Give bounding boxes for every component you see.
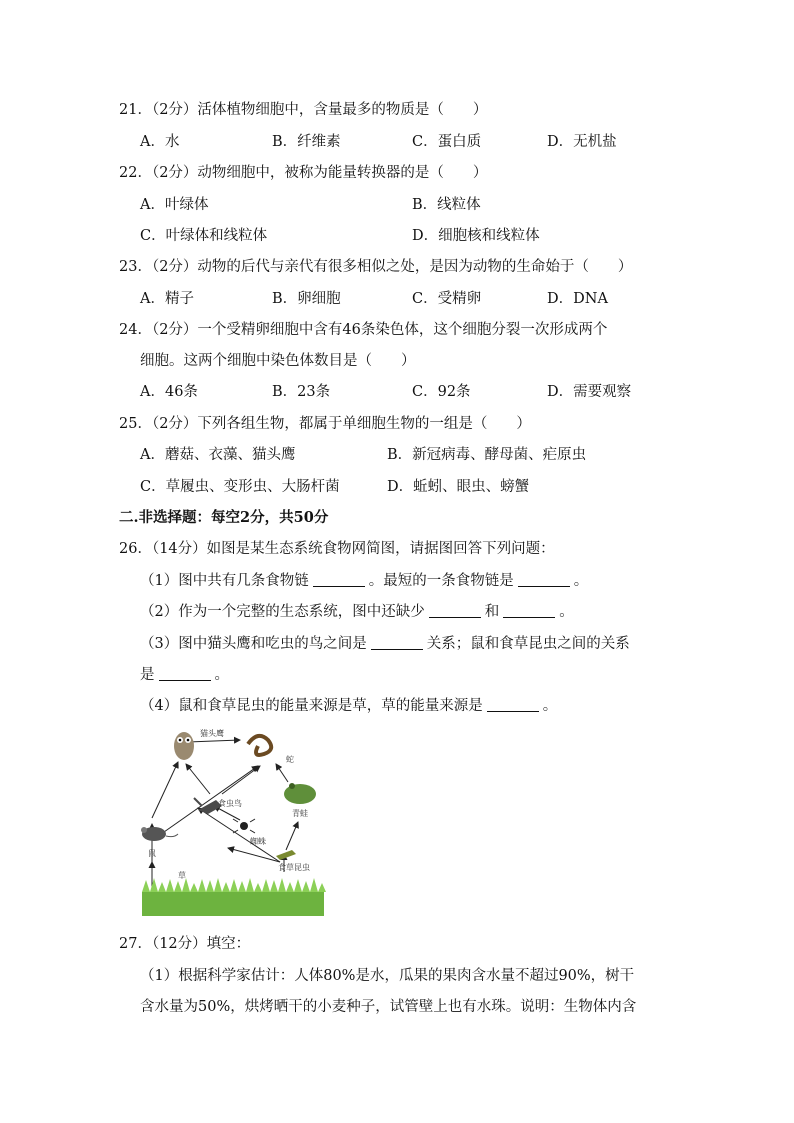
- q25-option-b: B．新冠病毒、酵母菌、疟原虫: [387, 447, 587, 463]
- q26-part2-text-c: 。: [559, 604, 574, 620]
- q26-part4: [140, 696, 557, 716]
- q23-option-b: B．卵细胞: [272, 291, 341, 307]
- q26-part2-text-b: 和: [484, 604, 500, 620]
- label-frog: 青蛙: [292, 809, 308, 818]
- q26-part1-text-b: 。最短的一条食物链是: [368, 573, 514, 589]
- q21-option-c: C．蛋白质: [412, 134, 482, 150]
- q26-part4-text-a: （4）鼠和食草昆虫的能量来源是草，草的能量来源是: [140, 698, 483, 714]
- answer-blank[interactable]: [518, 572, 570, 587]
- q24-option-d: D．需要观察: [547, 384, 632, 400]
- q21-option-a: A．水: [140, 134, 180, 150]
- q23-option-c: C．受精卵: [412, 291, 482, 307]
- q22-option-a: A．叶绿体: [140, 197, 209, 213]
- label-snake: 蛇: [286, 755, 294, 764]
- q24-option-c: C．92条: [412, 384, 471, 400]
- q21-option-d: D．无机盐: [547, 134, 617, 150]
- q26-part1: [140, 571, 588, 591]
- q24-option-a: A．46条: [140, 384, 198, 400]
- mouse-icon: [141, 827, 178, 841]
- question-24-stem-line1: 24．（2分）一个受精卵细胞中含有46条染色体，这个细胞分裂一次形成两个: [119, 322, 608, 338]
- question-26-stem: 26．（14分）如图是某生态系统食物网简图，请据图回答下列问题：: [119, 541, 555, 557]
- q26-part3-text-a: （3）图中猫头鹰和吃虫的鸟之间是: [140, 636, 367, 652]
- food-web-figure: [140, 722, 326, 918]
- q22-option-c: C．叶绿体和线粒体: [140, 228, 268, 244]
- q24-option-b: B．23条: [272, 384, 331, 400]
- q27-line2: 含水量为50%，烘烤晒干的小麦种子，试管壁上也有水珠。说明：生物体内含: [140, 999, 637, 1015]
- q26-part3: [140, 634, 630, 654]
- answer-blank[interactable]: [159, 666, 211, 681]
- q22-option-d: D．细胞核和线粒体: [412, 228, 540, 244]
- question-24-stem-line2: 细胞。这两个细胞中染色体数目是（ ）: [140, 353, 416, 369]
- q25-option-a: A．蘑菇、衣藻、猫头鹰: [140, 447, 296, 463]
- food-web-arrows: [152, 740, 298, 890]
- q26-part3-text-c: 是: [140, 667, 155, 683]
- spider-icon: [233, 819, 255, 833]
- q23-option-a: A．精子: [140, 291, 194, 307]
- answer-blank[interactable]: [487, 697, 539, 712]
- q26-part3-text-d: 。: [214, 667, 229, 683]
- insect-icon: [276, 850, 296, 860]
- label-grass: 草: [178, 871, 186, 880]
- question-27-stem: 27．（12分）填空：: [119, 936, 251, 952]
- q26-part3-text-b: 关系；鼠和食草昆虫之间的关系: [426, 636, 630, 652]
- label-insect: 食草昆虫: [278, 863, 310, 872]
- q26-part3-cont: [140, 665, 229, 685]
- q21-option-b: B．纤维素: [272, 134, 341, 150]
- q23-option-d: D．DNA: [547, 291, 608, 307]
- answer-blank[interactable]: [503, 603, 555, 618]
- answer-blank[interactable]: [371, 635, 423, 650]
- label-mouse: 鼠: [148, 849, 156, 858]
- section-heading: 二.非选择题：每空2分，共50分: [119, 509, 329, 526]
- label-spider: 蜘蛛: [250, 837, 266, 846]
- answer-blank[interactable]: [313, 572, 365, 587]
- label-bird: 食虫鸟: [218, 799, 242, 808]
- owl-icon: [174, 732, 194, 760]
- q26-part4-text-b: 。: [542, 698, 558, 714]
- snake-icon: [248, 736, 271, 755]
- question-22-stem: 22．（2分）动物细胞中，被称为能量转换器的是（ ）: [119, 165, 488, 181]
- q26-part2: [140, 602, 574, 622]
- question-25-stem: 25．（2分）下列各组生物，都属于单细胞生物的一组是（ ）: [119, 416, 531, 432]
- q22-option-b: B．线粒体: [412, 197, 481, 213]
- q27-line1: （1）根据科学家估计：人体80%是水，瓜果的果肉含水量不超过90%，树干: [140, 968, 635, 984]
- frog-icon: [284, 783, 316, 804]
- q26-part1-text-c: 。: [573, 573, 589, 589]
- question-23-stem: 23．（2分）动物的后代与亲代有很多相似之处，是因为动物的生命始于（ ）: [119, 259, 633, 275]
- question-21-stem: 21．（2分）活体植物细胞中，含量最多的物质是（ ）: [119, 102, 488, 118]
- q25-option-c: C．草履虫、变形虫、大肠杆菌: [140, 479, 340, 495]
- label-owl: 猫头鹰: [200, 729, 224, 738]
- answer-blank[interactable]: [429, 603, 481, 618]
- q26-part2-text-a: （2）作为一个完整的生态系统，图中还缺少: [140, 604, 425, 620]
- q26-part1-text-a: （1）图中共有几条食物链: [140, 573, 309, 589]
- q25-option-d: D．蚯蚓、眼虫、螃蟹: [387, 479, 530, 495]
- grass-icon: [142, 878, 326, 916]
